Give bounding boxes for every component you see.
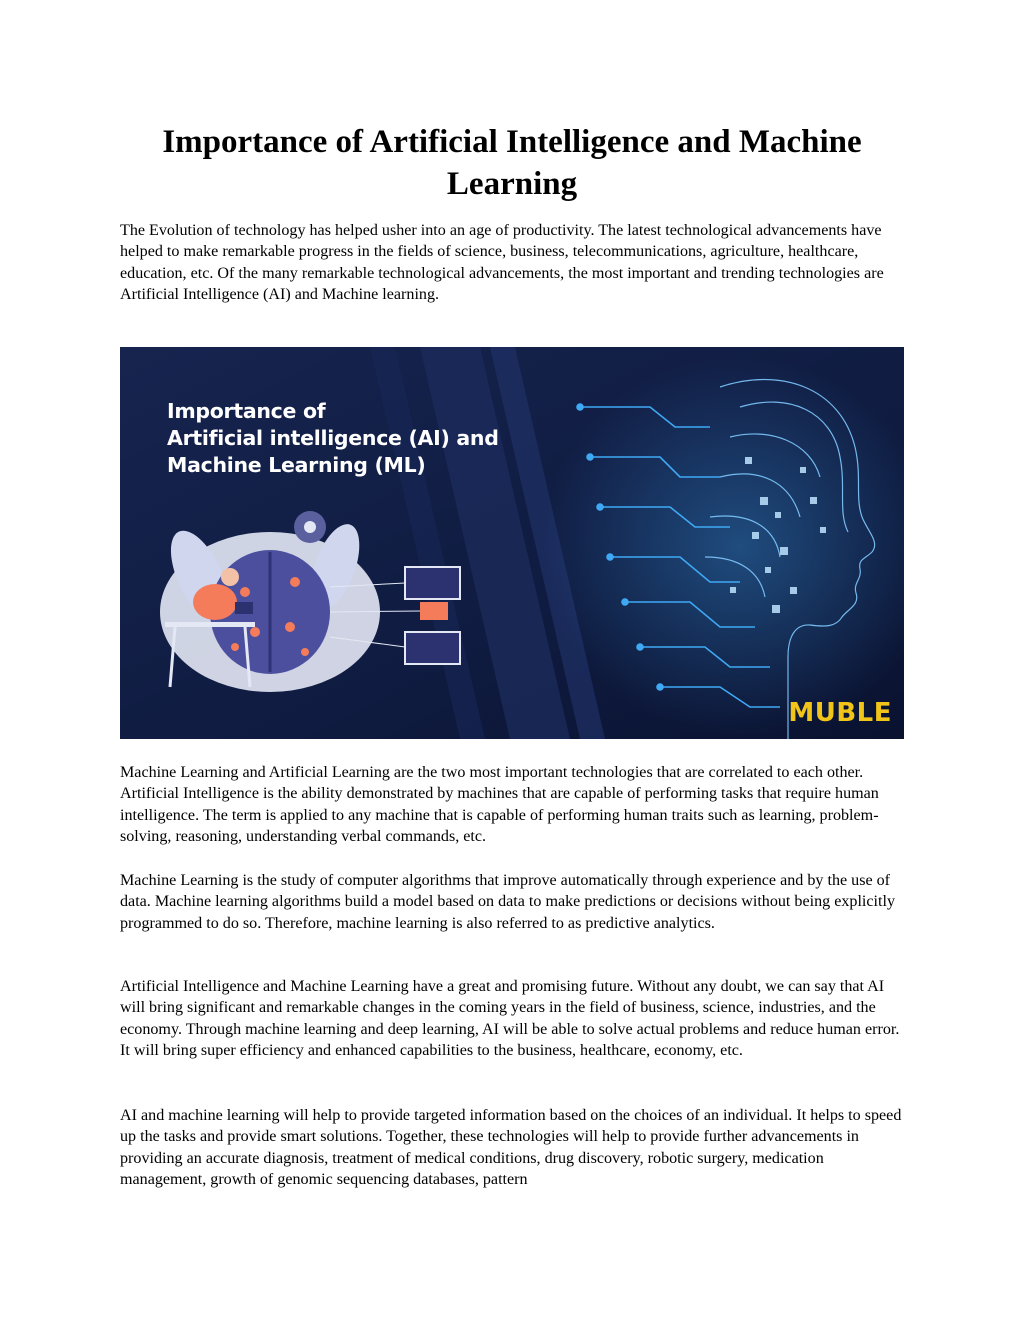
- muble-logo: MUBLE: [788, 698, 892, 728]
- person: [193, 584, 237, 620]
- desk: [165, 622, 255, 627]
- body-paragraph: AI and machine learning will help to provide targeted information based on the choices of an individual. It helps to speed up the tasks and provide smart solutions. Together, these technologies will help to provide further advancements in providing an accurate diagnosis, treatment of medical conditions, drug discovery, robotic surgery, medication management, growth of genomic sequencing databases, pattern: [120, 1107, 902, 1188]
- monitor-icon: [420, 602, 448, 620]
- hero-heading: [167, 398, 567, 479]
- body-paragraph: Artificial Intelligence and Machine Learning have a great and promising future. Without any doubt, we can say that AI will bring significant and remarkable changes in the coming years in the field of business, science, industries, and the economy. Through machine learning and deep learning, AI will be able to solve actual problems and reduce human error. It will bring super efficiency and enhanced capabilities to the business, healthcare, economy, etc.: [120, 978, 900, 1059]
- hero-banner-image: [120, 347, 904, 739]
- intro-paragraph: The Evolution of technology has helped usher into an age of productivity. The latest technological advancements have helped to make remarkable progress in the fields of science, business, telecommunications, agriculture, healthcare, education, etc. Of the many remarkable technological advancements, the most important and trending technologies are Artificial Intelligence (AI) and Machine learning.: [120, 222, 884, 303]
- hero-heading-line: Machine Learning (ML): [167, 453, 426, 477]
- body-paragraph: Machine Learning and Artificial Learning are the two most important technologies that are correlated to each other. Artificial Intelligence is the ability demonstrated by machines that are capable of performing tasks that require human intelligence. The term is applied to any machine that is capable of performing human traits such as learning, problem-solving, reasoning, understanding verbal commands, etc.: [120, 764, 879, 845]
- body-paragraph: Machine Learning is the study of computer algorithms that improve automatically through experience and by the use of data. Machine learning algorithms build a model based on data to make predictions or decisions without being explicitly programmed to do so. Therefore, machine learning is also referred to as predictive analytics.: [120, 872, 895, 932]
- monitor-icon: [405, 632, 460, 664]
- monitor-icon: [405, 567, 460, 599]
- hero-heading-line: Artificial intelligence (AI) and: [167, 426, 499, 450]
- hero-heading-line: Importance of: [167, 399, 326, 423]
- page-title: Importance of Artificial Intelligence and Machine Learning: [162, 124, 862, 202]
